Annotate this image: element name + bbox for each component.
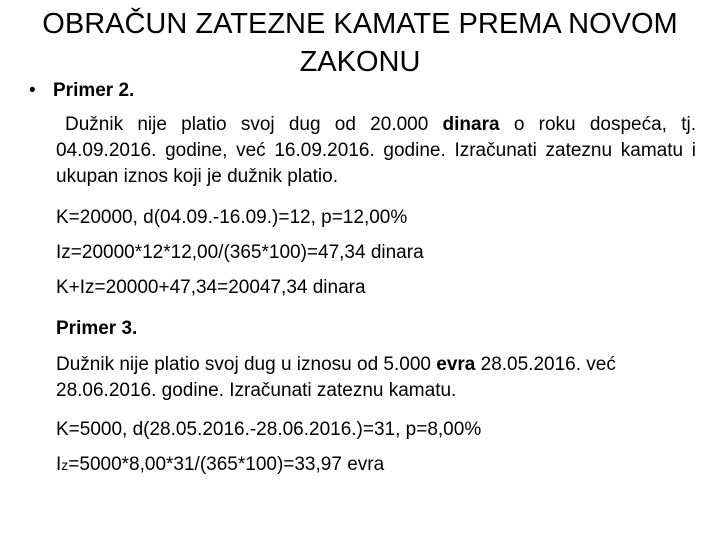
primer-2-label: Primer 2. bbox=[53, 80, 135, 101]
title-line-1: OBRAČUN ZATEZNE KAMATE PREMA NOVOM bbox=[42, 8, 678, 40]
primer-2-text-end: o roku dospeća, tj. 04.09.2016. godine, već 16.09.2016. godine. Izračunati zateznu kamatu i ukupan iznos koji je dužnik platio. bbox=[56, 114, 696, 187]
primer-3-paragraph bbox=[56, 352, 696, 404]
primer-3-text-start: Dužnik nije platio svoj dug u iznosu od 5.000 bbox=[56, 354, 437, 375]
primer-3-formula-2 bbox=[56, 447, 481, 483]
primer-3-text-end: 28.05.2016. već 28.06.2016. godine. Izračunati zateznu kamatu. bbox=[56, 354, 616, 401]
primer-2-formula-2: Iz=20000*12*12,00/(365*100)=47,34 dinara bbox=[56, 242, 424, 263]
primer-2-text-start: Dužnik nije platio svoj dug od 20.000 bbox=[65, 114, 443, 135]
primer-3-formulas bbox=[56, 412, 481, 483]
primer-3-formula-2-prefix: I bbox=[56, 454, 62, 475]
primer-2-formulas bbox=[56, 200, 424, 305]
primer-2-currency-bold: dinara bbox=[442, 114, 500, 135]
bullet-icon: • bbox=[29, 80, 36, 101]
primer-3-formula-2-rest: =5000*8,00*31/(365*100)=33,97 evra bbox=[68, 454, 385, 475]
primer-3-formula-1: K=5000, d(28.05.2016.-28.06.2016.)=31, p=8,00% bbox=[56, 419, 482, 440]
primer-2-heading bbox=[29, 78, 134, 104]
slide-title bbox=[0, 5, 720, 81]
primer-3-formula-2-small-z: z bbox=[61, 457, 69, 473]
primer-2-formula-1: K=20000, d(04.09.-16.09.)=12, p=12,00% bbox=[56, 207, 408, 228]
primer-3-currency-bold: evra bbox=[436, 354, 476, 375]
title-line-2: ZAKONU bbox=[299, 46, 421, 78]
primer-3-label: Primer 3. bbox=[56, 318, 138, 339]
primer-2-paragraph bbox=[56, 112, 696, 190]
primer-2-formula-3: K+Iz=20000+47,34=20047,34 dinara bbox=[56, 277, 366, 298]
